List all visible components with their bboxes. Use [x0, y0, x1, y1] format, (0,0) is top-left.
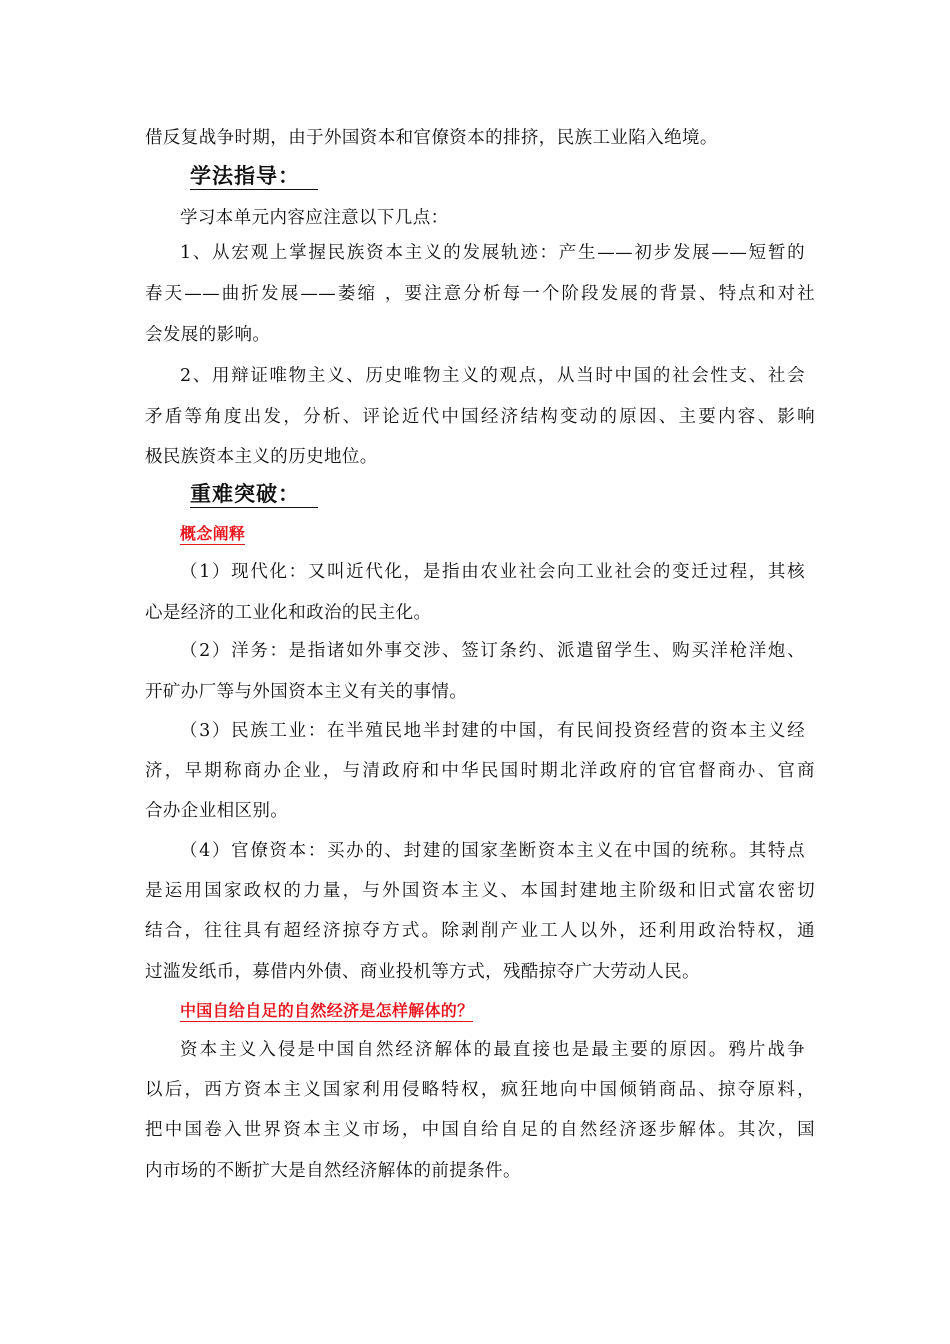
paragraph-line: （2）洋务：是指诸如外事交涉、签订条约、派遣留学生、购买洋枪洋炮、	[180, 641, 805, 661]
paragraph-line: 以后，西方资本主义国家利用侵略特权，疯狂地向中国倾销商品、掠夺原料，	[145, 1080, 815, 1100]
paragraph-line: 把中国卷入世界资本主义市场，中国自给自足的自然经济逐步解体。其次，国	[145, 1120, 815, 1140]
paragraph-line: 内市场的不断扩大是自然经济解体的前提条件。	[145, 1161, 521, 1181]
paragraph-line: 结合，往往具有超经济掠夺方式。除剥削产业工人以外，还利用政治特权，通	[145, 921, 815, 941]
paragraph-line: （1）现代化：又叫近代化，是指由农业社会向工业社会的变迁过程，其核	[180, 562, 805, 582]
paragraph-line: 心是经济的工业化和政治的民主化。	[145, 603, 432, 623]
paragraph-line: 春天——曲折发展——萎缩 ，要注意分析每一个阶段发展的背景、特点和对社	[145, 284, 815, 304]
section-heading-study-guide: 学法指导：	[190, 163, 318, 190]
subheading-natural-economy: 中国自给自足的自然经济是怎样解体的？	[180, 1001, 474, 1020]
paragraph-line: 合办企业相区别。	[145, 801, 289, 821]
paragraph-line: 借反复战争时期，由于外国资本和官僚资本的排挤，民族工业陷入绝境。	[145, 128, 718, 148]
paragraph-line: 矛盾等角度出发，分析、评论近代中国经济结构变动的原因、主要内容、影响	[145, 407, 815, 427]
paragraph-line: （4）官僚资本：买办的、封建的国家垄断资本主义在中国的统称。其特点	[180, 841, 805, 861]
paragraph-line: 2、用辩证唯物主义、历史唯物主义的观点，从当时中国的社会性支、社会	[180, 366, 805, 386]
paragraph-line: 1、从宏观上掌握民族资本主义的发展轨迹：产生——初步发展——短暂的	[180, 243, 805, 263]
section-heading-key-points: 重难突破：	[190, 481, 318, 508]
paragraph-line: 学习本单元内容应注意以下几点：	[180, 208, 449, 228]
paragraph-line: 极民族资本主义的历史地位。	[145, 447, 378, 467]
paragraph-line: （3）民族工业：在半殖民地半封建的中国，有民间投资经营的资本主义经	[180, 721, 805, 741]
paragraph-line: 济，早期称商办企业，与清政府和中华民国时期北洋政府的官官督商办、官商	[145, 761, 815, 781]
paragraph-line: 会发展的影响。	[145, 325, 271, 345]
subheading-concepts: 概念阐释	[180, 524, 246, 543]
paragraph-line: 是运用国家政权的力量，与外国资本主义、本国封建地主阶级和旧式富农密切	[145, 881, 815, 901]
paragraph-line: 开矿办厂等与外国资本主义有关的事情。	[145, 682, 468, 702]
paragraph-line: 过滥发纸币，募借内外债、商业投机等方式，残酷掠夺广大劳动人民。	[145, 962, 700, 982]
paragraph-line: 资本主义入侵是中国自然经济解体的最直接也是最主要的原因。鸦片战争	[180, 1040, 805, 1060]
